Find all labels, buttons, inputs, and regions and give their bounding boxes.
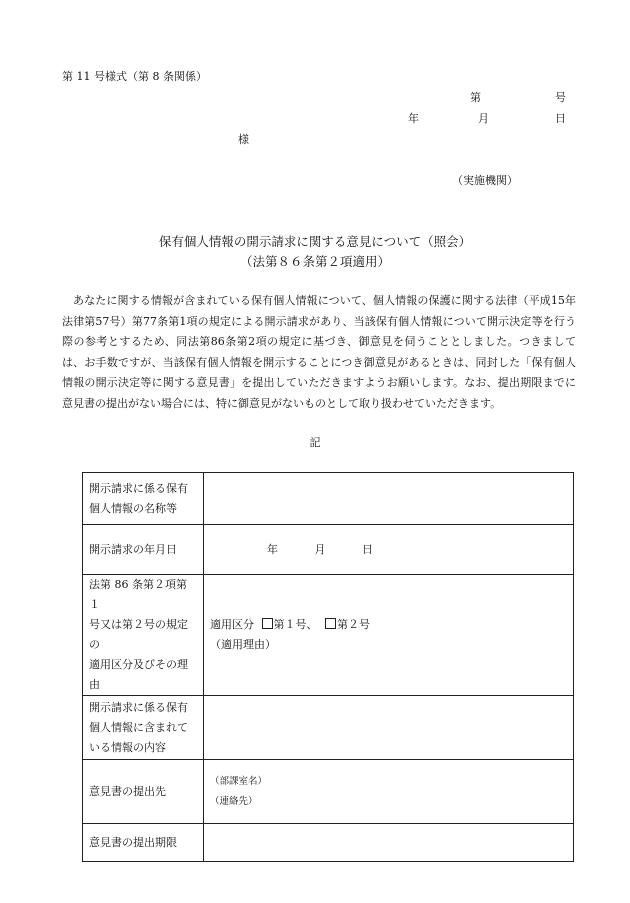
label-line: 適用区分及びその理由 xyxy=(89,658,188,691)
contact-label: （連絡先） xyxy=(210,795,258,807)
row-label-category xyxy=(83,575,204,696)
info-table xyxy=(82,472,574,862)
row-value-category xyxy=(204,575,574,696)
request-day: 日 xyxy=(362,542,373,556)
label-line: 号又は第２号の規定の xyxy=(89,618,188,651)
category-label: 適用区分 xyxy=(210,618,254,631)
table-row xyxy=(83,473,574,525)
date-day: 日 xyxy=(555,112,566,125)
number-prefix: 第 xyxy=(470,91,481,104)
checkbox-option1[interactable] xyxy=(262,618,273,629)
row-label-info-content xyxy=(83,696,204,760)
table-row xyxy=(83,824,574,862)
row-label-request-date: 開示請求の年月日 xyxy=(83,525,204,575)
dept-label: （部課室名） xyxy=(210,775,268,787)
label-line: 個人情報に含まれて xyxy=(89,720,188,734)
row-value-request-date xyxy=(204,525,574,575)
category-reason-label: （適用理由） xyxy=(210,638,276,651)
number-suffix: 号 xyxy=(555,91,566,104)
request-month: 月 xyxy=(314,542,326,556)
table-row xyxy=(83,760,574,824)
label-line: 開示請求に係る保有 xyxy=(89,481,188,495)
label-line: 法第 86 条第２項第１ xyxy=(89,578,187,611)
form-number: 第 11 号様式（第 8 条関係） xyxy=(62,70,207,83)
option2-label: 第２号 xyxy=(337,618,370,631)
label-line: 個人情報の名称等 xyxy=(89,501,177,515)
document-date xyxy=(408,110,568,126)
row-label-submission-deadline: 意見書の提出期限 xyxy=(83,824,204,862)
date-year: 年 xyxy=(408,112,419,125)
request-year: 年 xyxy=(267,542,278,556)
row-label-document-name xyxy=(83,473,204,525)
table-row xyxy=(83,525,574,575)
row-value-document-name xyxy=(204,473,574,525)
label-line: 開示請求に係る保有 xyxy=(89,700,188,714)
row-value-submission-deadline xyxy=(204,824,574,862)
row-value-info-content xyxy=(204,696,574,760)
label-line: いる情報の内容 xyxy=(89,740,166,754)
table-row xyxy=(83,696,574,760)
document-subtitle: （法第８６条第２項適用） xyxy=(239,254,390,269)
addressee: 様 xyxy=(238,133,249,146)
ki-marker: 記 xyxy=(309,436,321,449)
table-row xyxy=(83,575,574,696)
body-paragraph: あなたに関する情報が含まれている保有個人情報について、個人情報の保護に関する法律（平成15年法律第57号）第77条第1項の規定による開示請求があり、当該保有個人情報について開示決定等を行う際の参考とするため、同法第86条第2項の規定に基づき、御意見を伺うこととしました。つきましては、お手数ですが、当該保有個人情報を開示することにつき御意見があるときは、同封した「保有個人情報の開示決定等に関する意見書」を提出していただきますようお願いします。なお、提出期限までに意見書の提出がない場合には、特に御意見がないものとして取り扱わせていただきます。 xyxy=(62,294,576,410)
date-month: 月 xyxy=(478,112,489,125)
checkbox-option2[interactable] xyxy=(325,618,336,629)
implementing-agency: （実施機関） xyxy=(452,174,518,187)
option1-label: 第１号、 xyxy=(273,618,318,631)
row-value-submission-destination xyxy=(204,760,574,824)
row-label-submission-destination: 意見書の提出先 xyxy=(83,760,204,824)
category-options xyxy=(210,615,567,635)
document-title: 保有個人情報の開示請求に関する意見について（照会） xyxy=(158,234,472,249)
